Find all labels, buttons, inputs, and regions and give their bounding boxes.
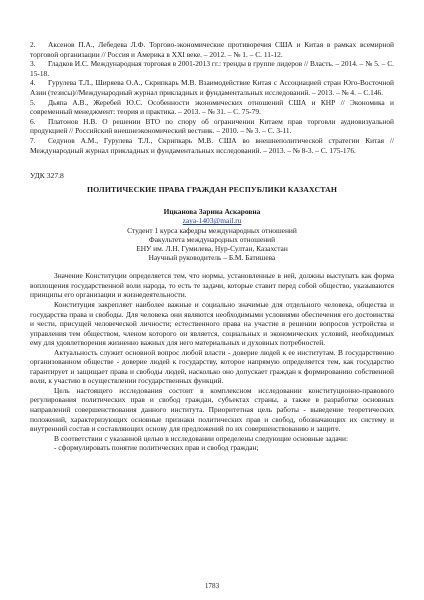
reference-text: Платонов Н.В. О решении ВТО по спору об ограничении Китаем прав торговли аудиовизуальной продукцией // Российский внешнеэкономический вестник. – 2010. – № 3. – С. 3-11.: [30, 116, 394, 136]
reference-number: 3.: [30, 59, 36, 69]
author-name: Ицканова Зарина Аскаровна: [163, 207, 261, 217]
reference-item: [30, 98, 394, 117]
page: [30, 40, 394, 453]
article-body: [30, 271, 394, 452]
reference-item: [30, 117, 394, 136]
author-affiliation-3: ЕНУ им. Л.Н. Гумилева, Нур-Султан, Казахстан: [136, 243, 288, 253]
author-email-link[interactable]: zaya-1403@mail.ru: [182, 216, 242, 226]
reference-item: [30, 78, 394, 97]
reference-item: [30, 59, 394, 78]
reference-number: 6.: [30, 116, 36, 126]
reference-number: 5.: [30, 97, 36, 107]
reference-text: Седунов А.М., Гурулева Т.Л., Скрипкарь М.В. США во внешнеполитической стратегии Китая // Международный журнал прикладных и фундаментальных исследований. – 2013. – № 8-3. – С. 175-176.: [30, 135, 394, 155]
reference-text: Гурулева Т.Л., Ширяева О.А., Скрипкарь М.В. Взаимодействие Китая с Ассоциацией стран Юго-Восточной Азии (тезисы)//Международный журнал прикладных и фундаментальных исследований. – 2013. – № 4. – С.146.: [30, 78, 394, 97]
reference-item: [30, 136, 394, 155]
reference-number: 4.: [30, 78, 36, 88]
author-affiliation-1: Студент 1 курса кафедры международных отношений: [127, 225, 297, 235]
body-paragraph: Цель настоящего исследования состоит в комплексном исследовании конституционно-правового регулирования политических прав и свобод граждан, субъектах страны, а также в разработке основных направлений совершенствования данного института. Приоритетная цель работы - выведение теоретических положений, характеризующих основные признаки политических прав и свобод, обозначающих их систему и внутренний состав и составляющих основу для предложений по их совершенствованию и защите.: [30, 385, 394, 434]
page-number: 1783: [204, 582, 220, 590]
reference-number: 2.: [30, 40, 36, 49]
reference-list: [30, 40, 394, 155]
body-paragraph: Конституция закрепляет наиболее важные и социально значимые для отдельного человека, общества и государства права и свободы. Для человека они являются необходимыми условиями обеспечения его достоинства и чести, присущей человеческой личности; естественного права на участие в решении вопросов устройства и управления тем обществом, членом которого он является, социальных и экономических условий, необходимых ему для удовлетворения жизненно важных для него материальных и духовных потребностей.: [30, 299, 394, 348]
body-paragraph: Значение Конституции определяется тем, что нормы, установленные в ней, должны выступать как форма воплощения государственной воли народа, то есть те задачи, которые ставит перед собой общество, указываются принципы его организации и жизнедеятельности.: [30, 271, 394, 300]
body-paragraph: В соответствии с указанной целью в исследовании определены следующие основные задачи:: [54, 433, 349, 443]
task-list-item: - сформулировать понятие политических прав и свобод граждан;: [54, 443, 259, 453]
reference-text: Гладков И.С. Международная торговая в 2001-2013 гг.: тренды в группе лидеров // Власть. – 2014. – № 5. – С. 15-18.: [30, 59, 394, 78]
reference-item: [30, 40, 394, 59]
reference-text: Аксенов П.А., Лебедева Л.Ф. Торгово-экономические противоречия США и Китая в рамках всемирной торговой организации // Россия и Америка в XXI веке. – 2012. – № 1. – С. 11-12.: [30, 40, 394, 59]
author-block: [30, 207, 394, 262]
udc-code: УДК 327.8: [30, 171, 64, 181]
article-title: ПОЛИТИЧЕСКИЕ ПРАВА ГРАЖДАН РЕСПУБЛИКИ КАЗАХСТАН: [86, 185, 337, 195]
author-affiliation-2: Факультета международных отношений: [148, 234, 276, 244]
body-paragraph: Актуальность служит основной вопрос любой власти - доверие людей к ее институтам. В государственно организованном обществе - доверие людей к государству, которое напрямую определяется тем, как государство гарантирует и защищает права и свободы людей, насколько оно допускает граждан к формированию собственной воли, к участию в осуществлении государственных функций.: [30, 347, 394, 386]
reference-text: Дьяпа А.В., Жеребей Ю.С. Особенности экономических отношений США и КНР // Экономика и современный менеджмент: теория и практика. – 2013. – № 31. – С. 75-79.: [30, 97, 394, 117]
reference-number: 7.: [30, 135, 36, 145]
author-supervisor: Научный руководитель – Б.М. Батишева: [148, 253, 276, 263]
